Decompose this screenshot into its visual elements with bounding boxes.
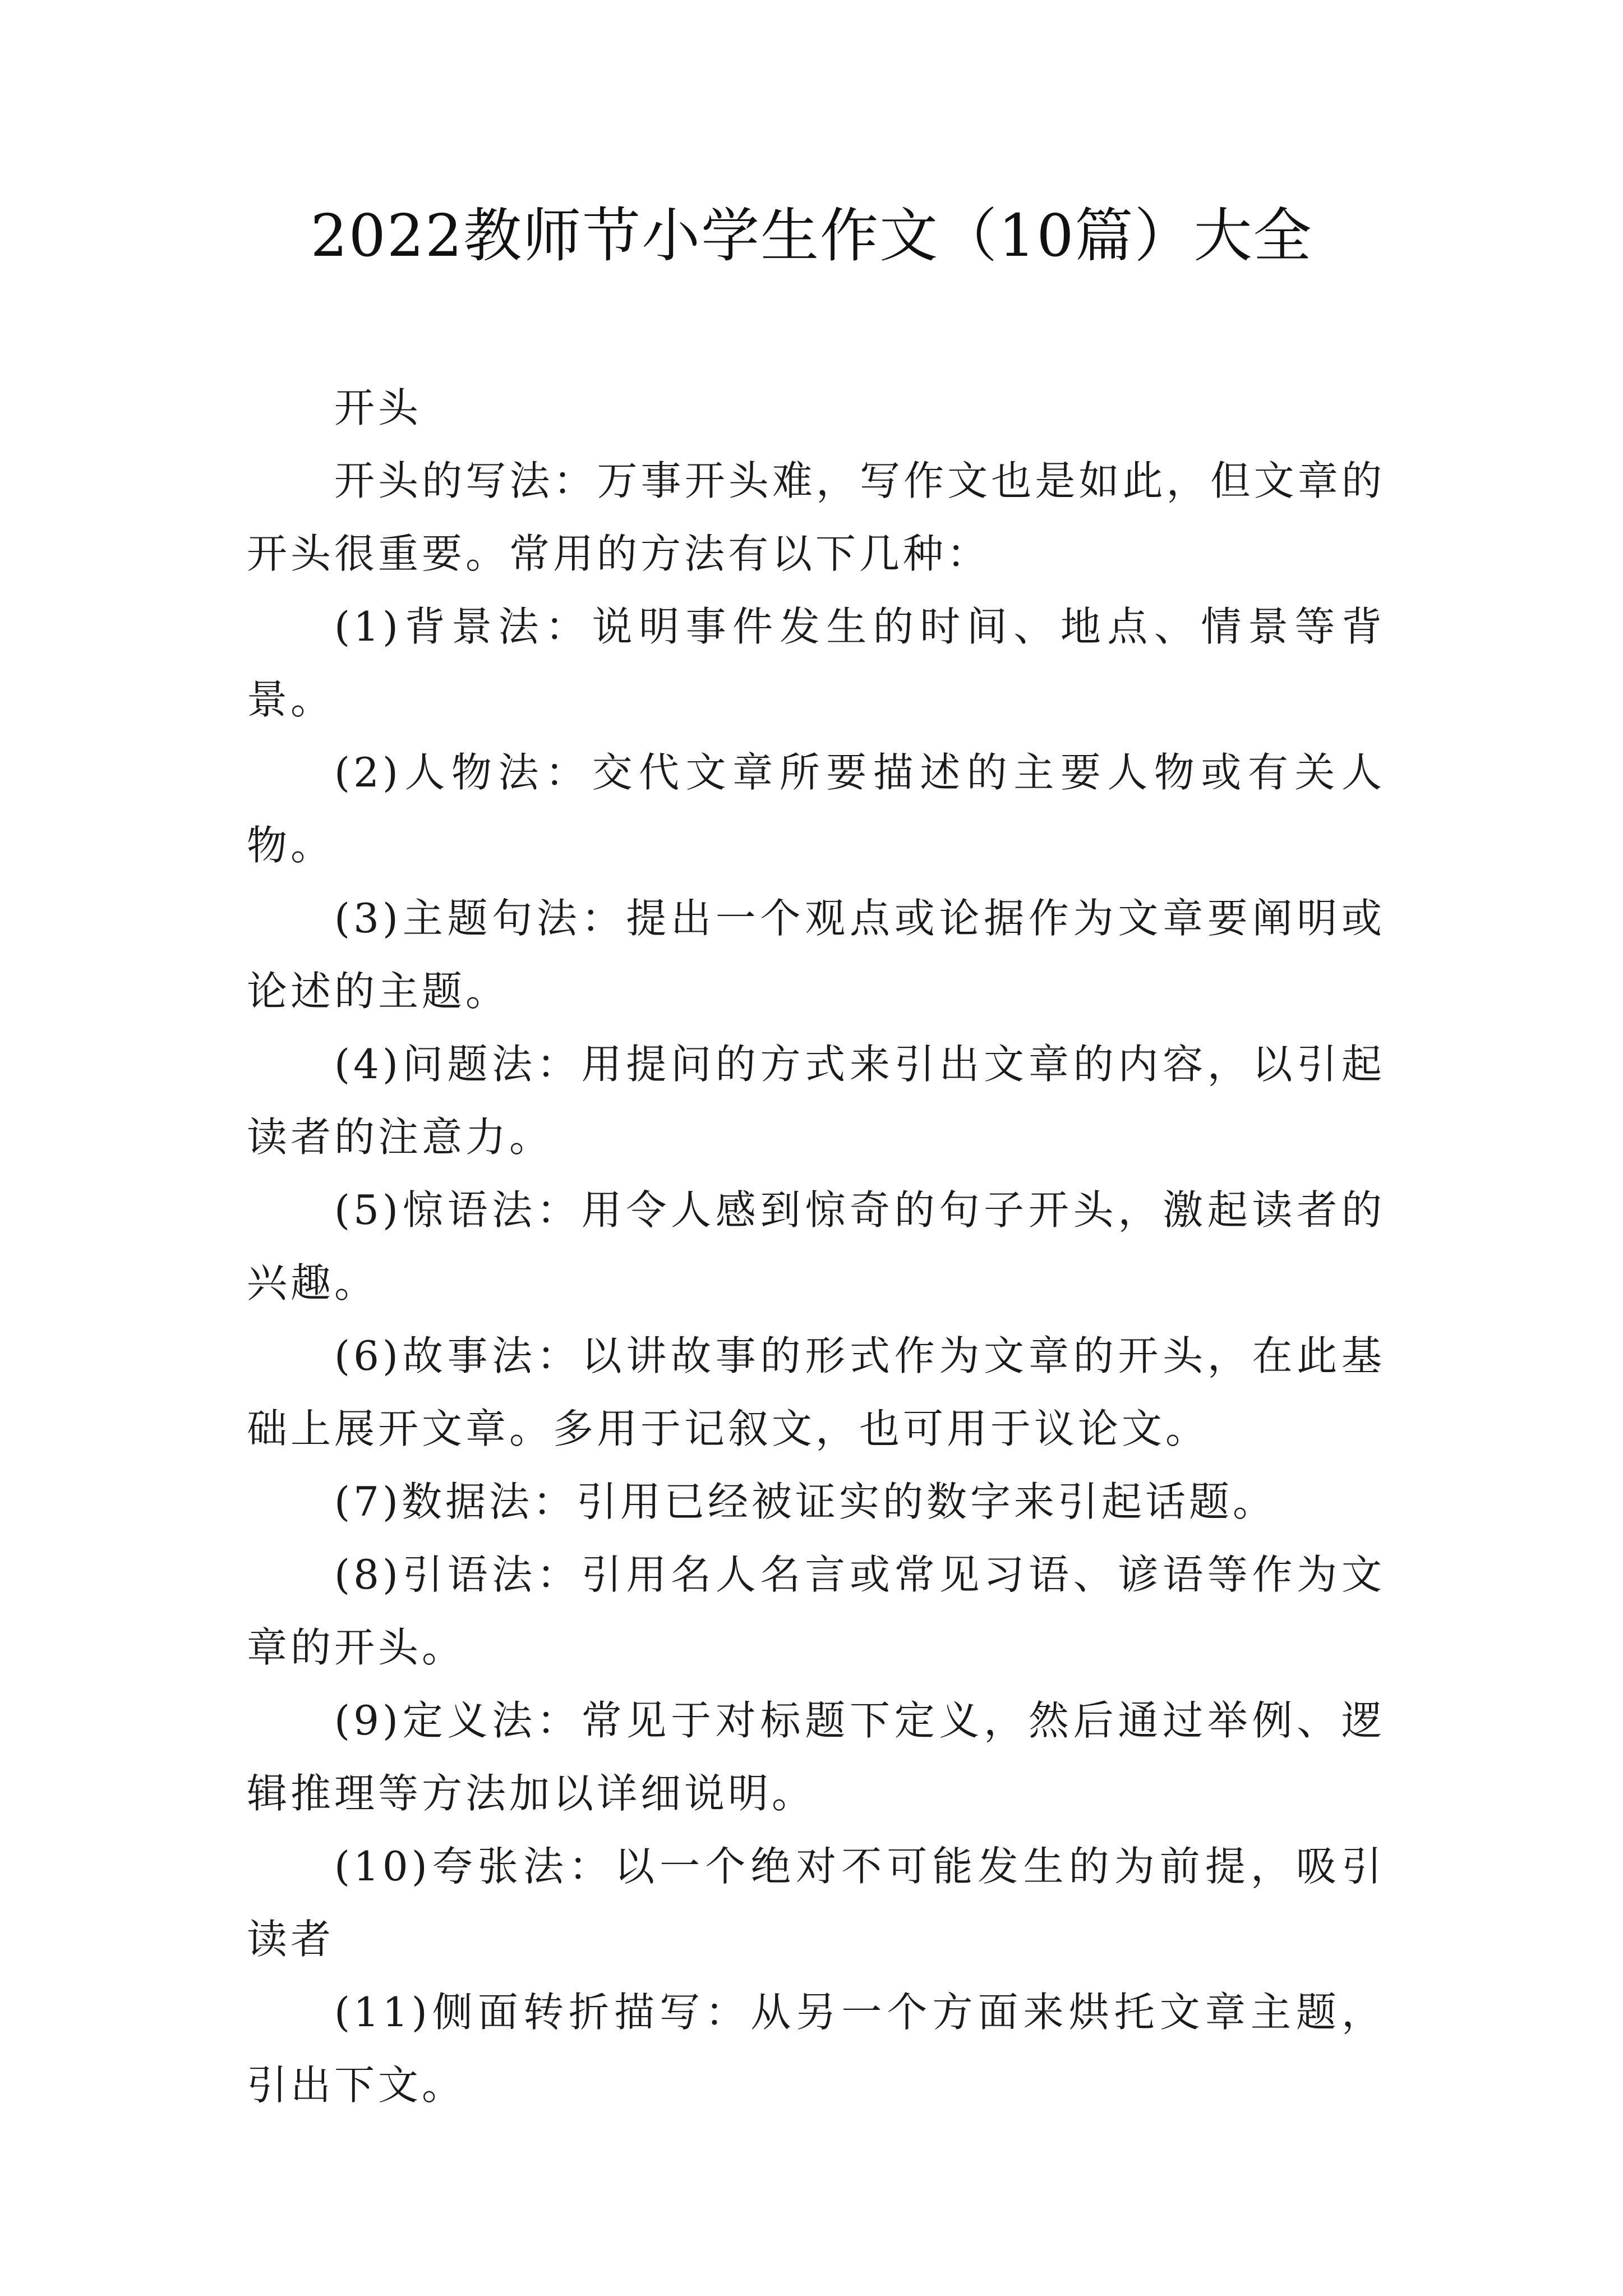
paragraph-method-8: (8)引语法：引用名人名言或常见习语、谚语等作为文章的开头。 <box>247 1551 1385 1671</box>
document-body <box>247 371 1385 2122</box>
paragraph-method-11: (11)侧面转折描写：从另一个方面来烘托文章主题，引出下文。 <box>247 1989 1385 2109</box>
paragraph-method-3: (3)主题句法：提出一个观点或论据作为文章要阐明或论述的主题。 <box>247 895 1385 1015</box>
paragraph-intro: 开头的写法：万事开头难，写作文也是如此，但文章的开头很重要。常用的方法有以下几种： <box>247 457 1385 577</box>
paragraph-heading-opening: 开头 <box>334 384 422 431</box>
paragraph-method-9: (9)定义法：常见于对标题下定义，然后通过举例、逻辑推理等方法加以详细说明。 <box>247 1697 1385 1817</box>
paragraph-method-1: (1)背景法：说明事件发生的时间、地点、情景等背景。 <box>247 603 1385 723</box>
paragraph-method-2: (2)人物法：交代文章所要描述的主要人物或有关人物。 <box>247 749 1385 869</box>
paragraph-method-7: (7)数据法：引用已经被证实的数字来引起话题。 <box>334 1478 1276 1525</box>
paragraph-method-10: (10)夸张法：以一个绝对不可能发生的为前提，吸引读者 <box>247 1843 1385 1963</box>
document-title: 2022教师节小学生作文（10篇）大全 <box>310 201 1313 270</box>
paragraph-method-5: (5)惊语法：用令人感到惊奇的句子开头，激起读者的兴趣。 <box>247 1186 1385 1306</box>
paragraph-method-4: (4)问题法：用提问的方式来引出文章的内容，以引起读者的注意力。 <box>247 1041 1385 1161</box>
paragraph-method-6: (6)故事法：以讲故事的形式作为文章的开头，在此基础上展开文章。多用于记叙文，也可用于议论文。 <box>247 1332 1385 1452</box>
